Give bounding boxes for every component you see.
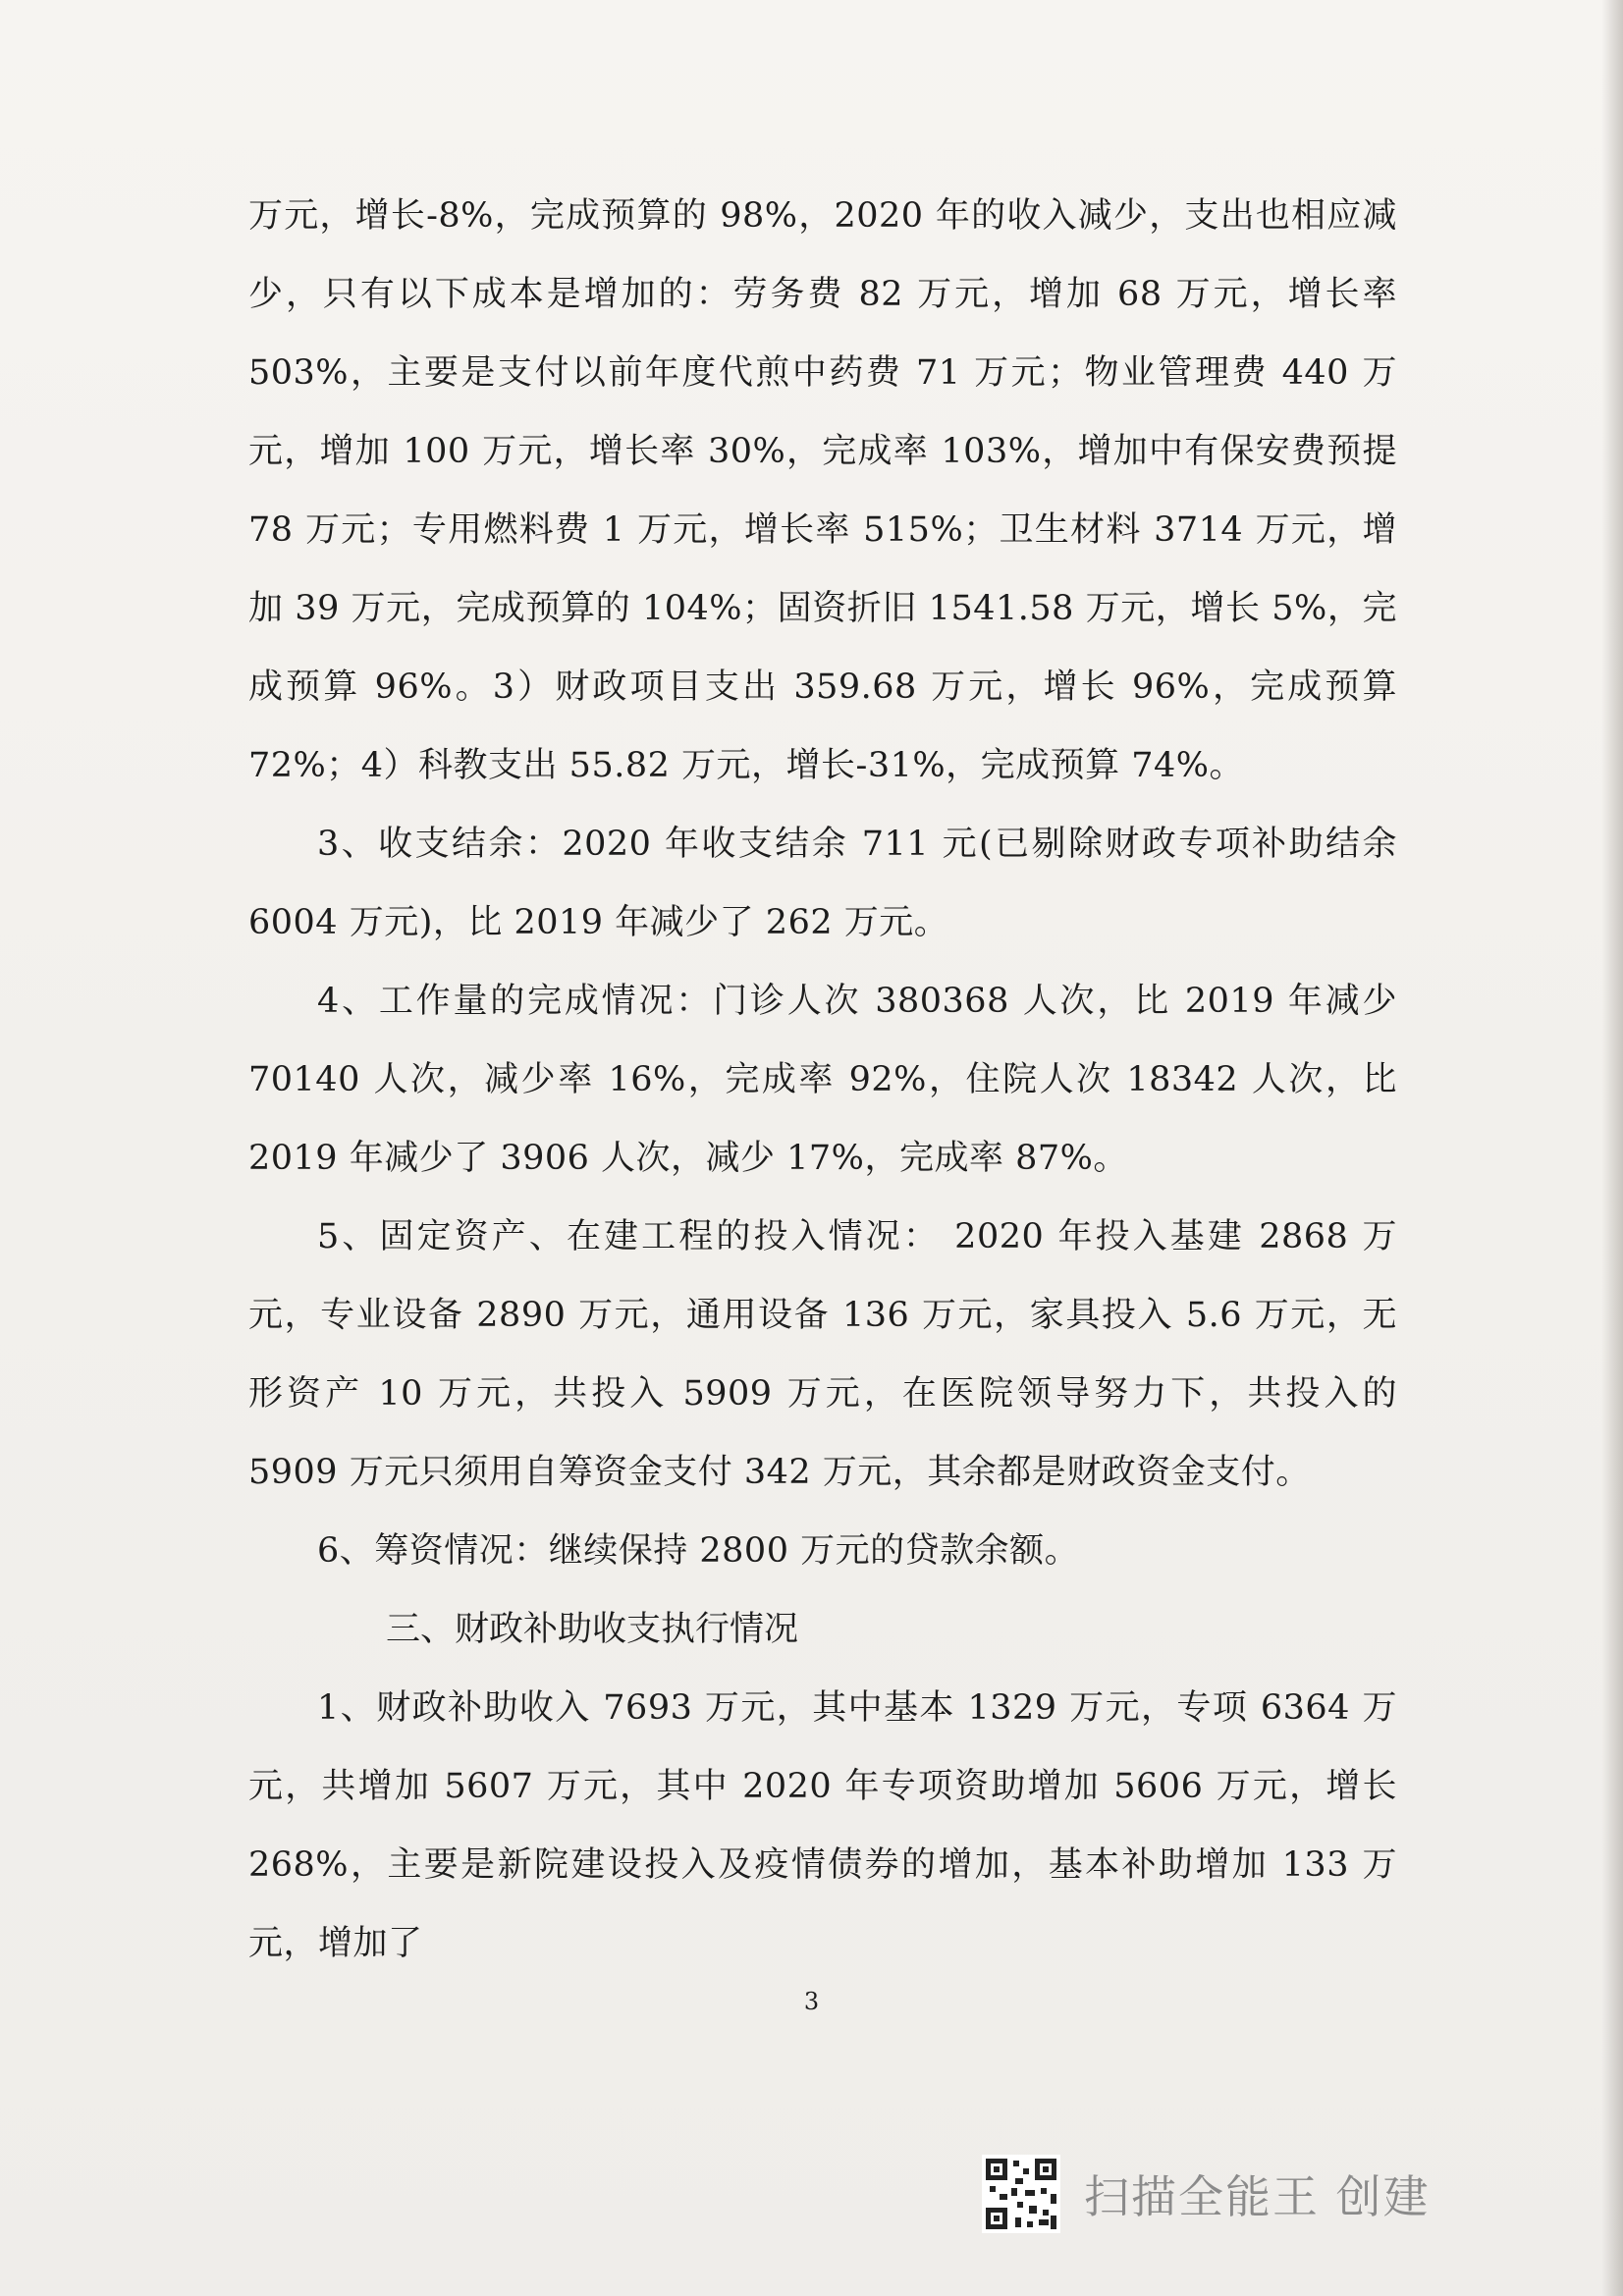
paragraph-expenditure-continued: 万元，增长-8%，完成预算的 98%，2020 年的收入减少，支出也相应减少，只有以下成本是增加的：劳务费 82 万元，增加 68 万元，增长率 503%，主要是支付以前年度代煎中药费 71 万元；物业管理费 440 万元，增加 100 万元，增长率 30%，完成率 103%，增加中有保安费预提 78 万元；专用燃料费 1 万元，增长率 515%；卫生材料 3714 万元，增加 39 万元，完成预算的 104%；固资折旧 1541.58 万元，增长 5%，完成预算 96%。3）财政项目支出 359.68 万元，增长 96%，完成预算 72%；4）科教支出 55.82 万元，增长-31%，完成预算 74%。 xyxy=(248,196,1397,785)
paragraph-fiscal-subsidy: 1、财政补助收入 7693 万元，其中基本 1329 万元，专项 6364 万元，共增加 5607 万元，其中 2020 年专项资助增加 5606 万元，增长 268%，主要是新院建设投入及疫情债券的增加，基本补助增加 133 万元，增加了 xyxy=(248,1688,1397,1963)
paragraph-financing: 6、筹资情况：继续保持 2800 万元的贷款余额。 xyxy=(317,1531,1080,1571)
page-number: 3 xyxy=(803,1988,820,2015)
paragraph-workload: 4、工作量的完成情况：门诊人次 380368 人次，比 2019 年减少 70140 人次，减少率 16%，完成率 92%，住院人次 18342 人次，比 2019 年减少了 3906 人次，减少 17%，完成率 87%。 xyxy=(248,982,1397,1178)
paragraph-fixed-assets: 5、固定资产、在建工程的投入情况： 2020 年投入基建 2868 万元，专业设备 2890 万元，通用设备 136 万元，家具投入 5.6 万元，无形资产 10 万元，共投入 5909 万元，在医院领导努力下，共投入的 5909 万元只须用自筹资金支付 342 万元，其余都是财政资金支付。 xyxy=(248,1217,1397,1492)
document-body xyxy=(248,177,1397,1983)
paragraph-balance: 3、收支结余：2020 年收支结余 711 元(已剔除财政专项补助结余 6004 万元)，比 2019 年减少了 262 万元。 xyxy=(248,825,1397,942)
watermark-text: 扫描全能王 创建 xyxy=(1084,2170,1431,2223)
qr-code-icon xyxy=(982,2155,1060,2233)
page-edge-shadow xyxy=(1601,0,1623,2296)
section-heading: 三、财政补助收支执行情况 xyxy=(386,1610,799,1649)
scanner-watermark xyxy=(982,2153,1431,2235)
